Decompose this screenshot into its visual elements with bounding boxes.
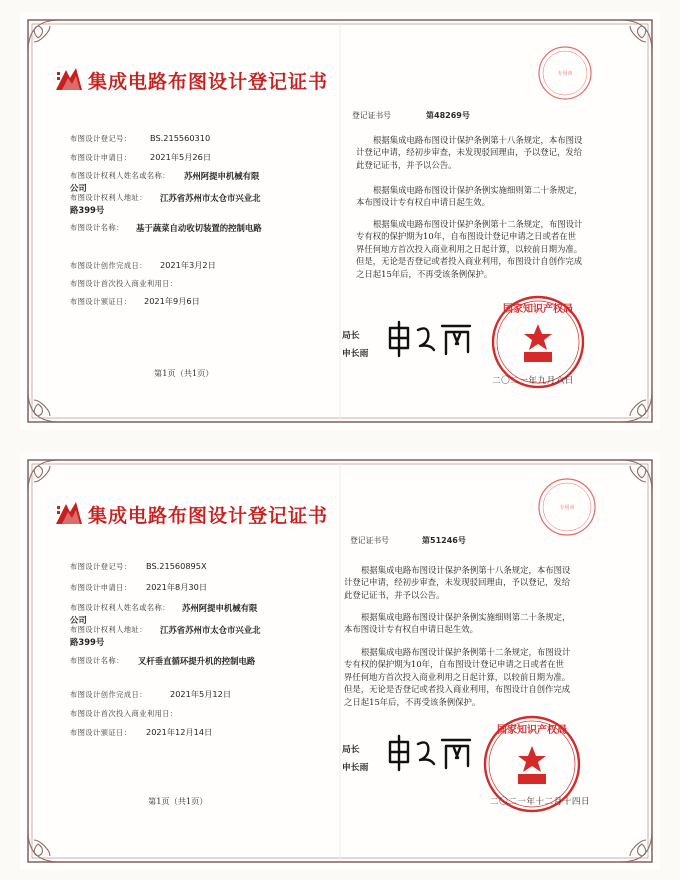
field-label: 布图设计名称：	[70, 223, 124, 232]
field-label: 布图设计颁证日：	[70, 728, 132, 737]
field-label: 布图设计创作完成日：	[70, 261, 147, 270]
field-label: 布图设计申请日：	[70, 583, 132, 592]
field-label: 布图设计名称：	[70, 656, 124, 665]
field-value: 苏州阿提申机械有限	[182, 603, 258, 613]
field-label: 布图设计权利人地址：	[70, 625, 147, 634]
ic-logo-icon	[54, 66, 84, 92]
field-value: 2021年9月6日	[144, 296, 200, 306]
certificate-title: 集成电路布图设计登记证书	[88, 505, 329, 527]
field-label: 布图设计创作完成日：	[70, 690, 147, 699]
field-value: 江苏省苏州市太仓市兴业北	[160, 625, 261, 635]
field-value: 2021年5月12日	[170, 689, 232, 699]
field-label: 布图设计申请日：	[70, 153, 132, 162]
field-value: 基于蔬菜自动收切装置的控制电路	[136, 223, 262, 233]
field-label: 布图设计首次投入商业利用日：	[70, 709, 178, 718]
director-name: 申长雨	[342, 349, 369, 359]
field-value-cont: 公司	[70, 183, 87, 193]
issue-date: 二〇二一年十二月十四日	[490, 797, 591, 807]
paragraph-registration: 根据集成电路布图设计保护条例第十八条规定，本布图设计登记申请，经初步审查，未发现驳回理由，予以登记，发给此登记证书，并予以公告。	[344, 565, 571, 600]
cert-no-label: 登记证书号	[350, 536, 389, 545]
field-value: 2021年3月2日	[160, 260, 216, 270]
field-value-cont: 路399号	[70, 637, 105, 647]
director-name: 申长雨	[342, 763, 369, 773]
certificate-title: 集成电路布图设计登记证书	[88, 71, 329, 93]
paragraph-effective: 根据集成电路布图设计保护条例实施细则第二十条规定，本布图设计专有权自申请日起生效。	[344, 612, 571, 635]
small-official-seal	[536, 44, 594, 102]
page-indicator: 第1页（共1页）	[148, 796, 208, 806]
paragraph-effective: 根据集成电路布图设计保护条例实施细则第二十条规定，本布图设计专有权自申请日起生效。	[356, 185, 583, 208]
svg-text:专用章: 专用章	[557, 71, 573, 77]
field-label: 布图设计权利人姓名或名称：	[70, 171, 170, 180]
field-value-cont: 路399号	[70, 205, 105, 215]
field-value: 2021年8月30日	[146, 582, 208, 592]
field-value: 叉杆垂直循环提升机的控制电路	[138, 656, 256, 666]
field-label: 布图设计权利人姓名或名称：	[70, 603, 170, 612]
field-label: 布图设计首次投入商业利用日：	[70, 279, 178, 288]
handwritten-signature	[384, 318, 480, 360]
field-value: 2021年5月26日	[150, 152, 212, 162]
cert-no-label: 登记证书号	[352, 111, 391, 120]
svg-text:国家知识产权局: 国家知识产权局	[497, 725, 567, 736]
paragraph-protection: 根据集成电路布图设计保护条例第十二条规定，布图设计专有权的保护期为10年，自布图设计登记申请之日或者在世界任何地方首次投入商业利用之日起计算，以较前日期为准。但是，无论是否登记或者投入商业利用，布图设计自创作完成之日起15年后，不再受该条例保护。	[356, 219, 583, 279]
field-value: 江苏省苏州市太仓市兴业北	[160, 193, 261, 203]
field-value: 苏州阿提申机械有限	[184, 171, 260, 181]
small-official-seal	[536, 476, 598, 538]
page-indicator: 第1页（共1页）	[154, 368, 214, 378]
field-label: 布图设计登记号：	[70, 562, 132, 571]
svg-text:国家知识产权局: 国家知识产权局	[503, 304, 573, 315]
handwritten-signature	[384, 732, 480, 774]
certificate	[20, 452, 660, 870]
field-label: 布图设计权利人地址：	[70, 193, 147, 202]
cert-no-value: 第48269号	[426, 111, 470, 120]
field-value: 2021年12月14日	[146, 727, 213, 737]
paragraph-protection: 根据集成电路布图设计保护条例第十二条规定，布图设计专有权的保护期为10年，自布图设计登记申请之日或者在世界任何地方首次投入商业利用之日起计算，以较前日期为准。但是，无论是否登记或者投入商业利用，布图设计自创作完成之日起15年后，不再受该条例保护。	[344, 647, 571, 707]
field-label: 布图设计颁证日：	[70, 297, 132, 306]
issue-date: 二〇二一年九月六日	[492, 376, 574, 386]
certificate	[20, 12, 660, 430]
field-value: BS.21560895X	[146, 561, 207, 571]
svg-text:专用章: 专用章	[559, 505, 575, 511]
field-label: 布图设计登记号：	[70, 134, 132, 143]
director-title: 局长	[342, 745, 360, 755]
field-value-cont: 公司	[70, 615, 87, 625]
ic-logo-icon	[54, 500, 84, 526]
cert-no-value: 第51246号	[422, 536, 466, 545]
field-value: BS.215560310	[150, 133, 211, 143]
director-title: 局长	[342, 331, 360, 341]
paragraph-registration: 根据集成电路布图设计保护条例第十八条规定，本布图设计登记申请，经初步审查，未发现驳回理由，予以登记，发给此登记证书，并予以公告。	[356, 135, 583, 170]
